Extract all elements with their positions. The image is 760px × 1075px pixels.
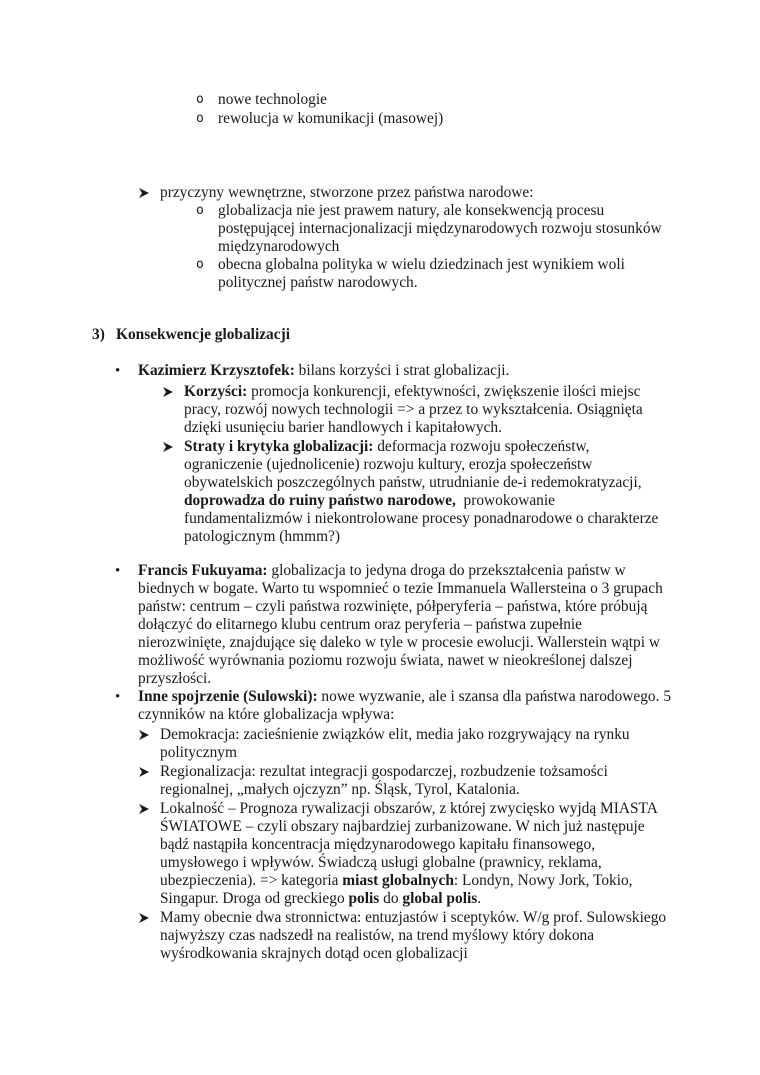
benefits-line: dzięki usunięciu barier handlowych i kapitałowych. [184,419,502,436]
item-text: bilans korzyści i strat globalizacji. [294,362,510,379]
list-item-line: globalizacja nie jest prawem natury, ale konsekwencją procesu [218,202,605,219]
benefits-line: pracy, rozwój nowych technologii => a przez to wykształcenia. Osiągnięta [184,401,643,418]
losses-line [184,438,589,456]
list-item-line: postępującej internacjonalizacji międzynarodowych rozwoju stosunków [218,220,662,237]
fukuyama-line: dołączyć do elitarnego klubu centrum oraz peryferia – państwa zupełnie [138,616,582,633]
list-item-line: politycznej państw narodowych. [218,274,418,291]
bold-text: polis [348,890,380,907]
item-text: globalizacja to jedyna droga do przekształcenia państw w [267,562,626,579]
author-name: Francis Fukuyama: [138,562,268,579]
section-title: Konsekwencje globalizacji [116,326,290,343]
arrow-bullet-icon [162,438,174,456]
sulowski-line [138,688,671,706]
circle-bullet-icon: o [196,92,204,107]
arrow-bullet-icon [138,726,150,744]
fukuyama-line: nierozwinięte, znajdujące się daleko w tyle w procesie ewolucji. Wallerstein wątpi w [138,634,660,651]
locality-line [160,890,481,908]
arrow-bullet-icon [138,909,150,927]
arrow-bullet-icon [162,383,174,401]
bold-text: doprowadza do ruiny państwo narodowe, [184,492,456,509]
locality-line [160,872,633,890]
list-item: nowe technologie [218,91,327,108]
locality-line: ŚWIATOWE – czyli obszary najbardziej zurbanizowane. W nich już następuje [160,818,645,835]
arrow-bullet-icon [138,763,150,781]
list-item-line: międzynarodowych [218,238,340,255]
dot-bullet-icon: • [115,363,121,379]
item-text: . [477,890,482,907]
item-text: do [379,890,403,907]
bold-text: miast globalnych [342,872,454,889]
fukuyama-line: możliwość wyrównania poziomu rozwoju świata, nawet w nieokreślonej dalszej [138,652,633,669]
author-name: Kazimierz Krzysztofek: [138,362,295,379]
circle-bullet-icon: o [196,203,204,218]
bold-text: global polis [402,890,478,907]
item-text: deformacja rozwoju społeczeństw, [373,438,590,455]
factions-line: Mamy obecnie dwa stronnictwa: entuzjastów i sceptyków. W/g prof. Sulowskiego [160,909,667,926]
benefits-label: Korzyści: [184,383,248,400]
item-text: promocja konkurencji, efektywności, zwiększenie ilości miejsc [247,383,641,400]
sulowski-line: czynników na które globalizacja wpływa: [138,706,395,723]
dot-bullet-icon: • [115,689,121,705]
dot-bullet-icon: • [115,563,121,579]
fukuyama-line: państw: centrum – czyli państwa rozwinięte, półperyferia – państwa, które próbują [138,598,648,615]
losses-label: Straty i krytyka globalizacji: [184,438,374,455]
arrow-bullet-icon [138,184,150,202]
fukuyama-line [138,562,626,580]
losses-line: obywatelskich poszczególnych państw, utrudnianie de-i redemokratyzacji, [184,474,642,491]
locality-line: Lokalność – Prognoza rywalizacji obszarów, z której zwycięsko wyjdą MIASTA [160,800,658,817]
list-item: rewolucja w komunikacji (masowej) [218,110,444,127]
section-number: 3) [92,326,105,343]
locality-line: umysłowego i wpływów. Świadczą usługi globalne (prawnicy, reklama, [160,854,602,871]
fukuyama-line: biednych w bogate. Warto tu wspomnieć o tezie Immanuela Wallersteina o 3 grupach [138,580,663,597]
regionalization-line: regionalnej, „małych ojczyzn” np. Śląsk, Tyrol, Katalonia. [160,781,520,798]
factions-line: najwyższy czas nadszedł na realistów, na trend myślowy który dokona [160,927,595,944]
item-text: Singapur. Droga od greckiego [160,890,349,907]
item-text: nowe wyzwanie, ale i szansa dla państwa narodowego. 5 [317,688,672,705]
regionalization-line: Regionalizacja: rezultat integracji gospodarczej, rozbudzenie tożsamości [160,763,608,780]
list-item-line: obecna globalna polityka w wielu dziedzinach jest wynikiem woli [218,256,625,273]
losses-line [184,492,555,510]
locality-line: bądź nastąpiła koncentracja międzynarodowego kapitału finansowego, [160,836,596,853]
fukuyama-line: przyszłości. [138,670,212,687]
item-text: : Londyn, Nowy Jork, Tokio, [453,872,633,889]
author-name: Inne spojrzenie (Sulowski): [138,688,318,705]
losses-line: fundamentalizmów i niekontrolowane procesy ponadnarodowe o charakterze [184,510,659,527]
losses-line: ograniczenie (ujednolicenie) rozwoju kultury, erozja społeczeństw [184,456,593,473]
internal-causes-label: przyczyny wewnętrzne, stworzone przez państwa narodowe: [160,184,534,201]
benefits-line [184,383,640,401]
arrow-bullet-icon [138,800,150,818]
krzysztofek-item [138,362,509,380]
democracy-line: politycznym [160,744,237,761]
factions-line: wyśrodkowania skrajnych dotąd ocen globalizacji [160,945,468,962]
item-text: ubezpieczenia). => kategoria [160,872,343,889]
democracy-line: Demokracja: zacieśnienie związków elit, media jako rozgrywający na rynku [160,726,630,743]
circle-bullet-icon: o [196,257,204,272]
losses-line: patologicznym (hmmm?) [184,528,341,545]
item-text: prowokowanie [455,492,555,509]
circle-bullet-icon: o [196,111,204,126]
